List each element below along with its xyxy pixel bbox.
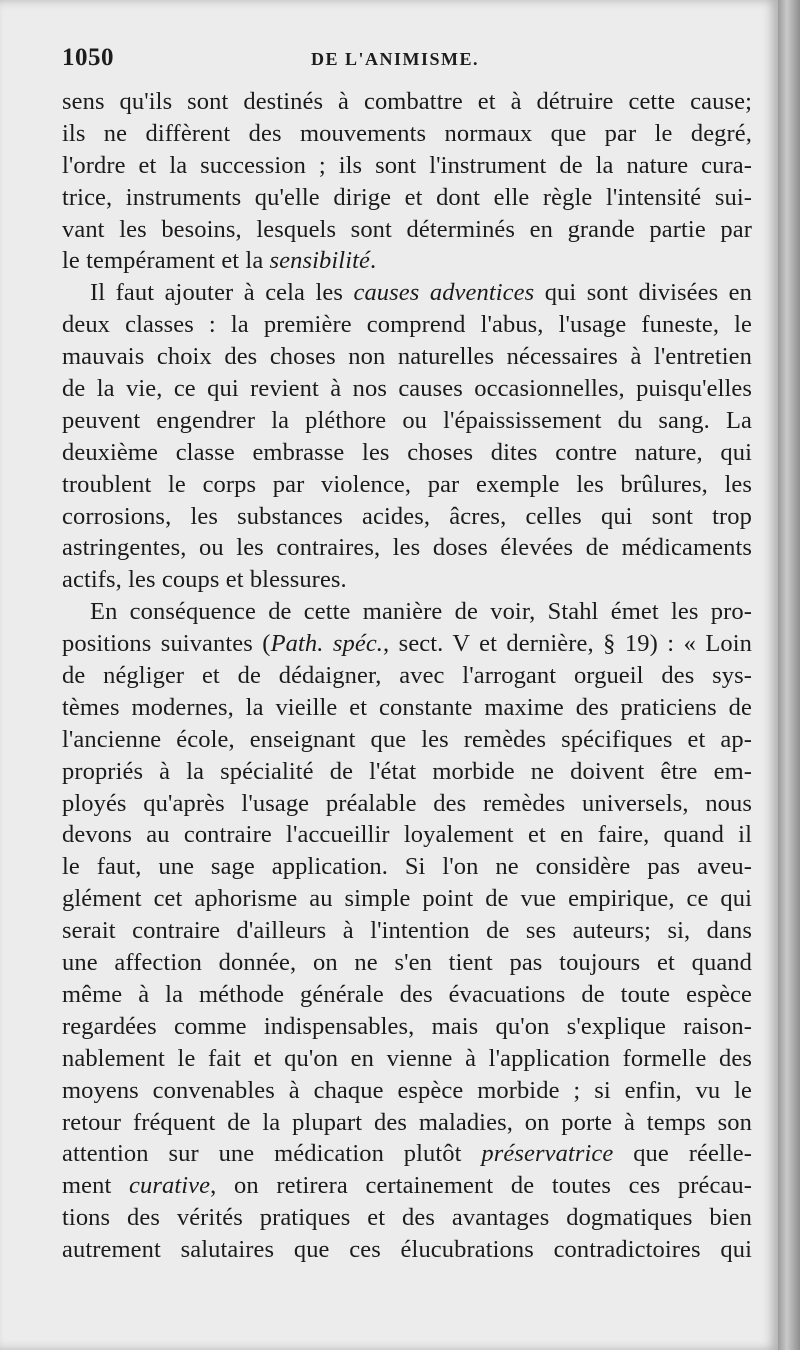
text-segment: même à la méthode générale des évacuations de toute espèce: [62, 980, 752, 1008]
text-line: [62, 245, 752, 277]
text-line: [62, 118, 752, 150]
text-segment: moyens convenables à chaque espèce morbide ; si enfin, vu le: [62, 1076, 752, 1104]
text-segment: trice, instruments qu'elle dirige et dont elle règle l'intensité sui-: [62, 183, 752, 211]
text-segment: positions suivantes (: [62, 630, 271, 658]
text-line: [62, 915, 752, 947]
italic-phrase: sensibilité: [269, 247, 370, 275]
text-line: [62, 501, 752, 533]
text-segment: le faut, une sage application. Si l'on ne considère pas aveu-: [62, 853, 752, 881]
text-line: [62, 692, 752, 724]
text-segment: devons au contraire l'accueillir loyalement et en faire, quand il: [62, 821, 752, 849]
text-segment: de négliger et de dédaigner, avec l'arrogant orgueil des sys-: [62, 662, 752, 690]
text-segment: .: [369, 247, 377, 275]
page-edge: [778, 0, 800, 1350]
italic-phrase: curative: [129, 1172, 211, 1200]
text-segment: glément cet aphorisme au simple point de vue empirique, ce qui: [62, 885, 752, 913]
text-segment: propriés à la spécialité de l'état morbide ne doivent être em-: [62, 757, 752, 785]
text-segment: deux classes : la première comprend l'abus, l'usage funeste, le: [62, 311, 752, 339]
text-line: [62, 86, 752, 118]
text-segment: serait contraire d'ailleurs à l'intention de ses auteurs; si, dans: [62, 917, 752, 945]
text-segment: ment: [62, 1172, 130, 1200]
text-segment: vant les besoins, lesquels sont déterminés en grande partie par: [62, 215, 752, 243]
text-segment: deuxième classe embrasse les choses dites contre nature, qui: [62, 438, 752, 466]
text-line: [62, 1202, 752, 1234]
text-line: [62, 182, 752, 214]
text-segment: troublent le corps par violence, par exemple les brûlures, les: [62, 470, 752, 498]
page-number: 1050: [62, 44, 114, 71]
italic-phrase: Path. spéc.: [270, 630, 384, 658]
text-segment: de la vie, ce qui revient à nos causes occasionnelles, puisqu'elles: [62, 375, 752, 403]
text-line: [62, 405, 752, 437]
text-line: [62, 341, 752, 373]
text-segment: mauvais choix des choses non naturelles nécessaires à l'entretien: [62, 343, 752, 371]
text-line: [62, 469, 752, 501]
italic-phrase: préservatrice: [481, 1140, 614, 1168]
text-line: [62, 437, 752, 469]
text-segment: que réelle-: [613, 1140, 752, 1168]
text-segment: le tempérament et la: [62, 247, 270, 275]
text-segment: En conséquence de cette manière de voir, Stahl émet les pro-: [90, 598, 752, 626]
text-segment: autrement salutaires que ces élucubrations contradictoires qui: [62, 1236, 752, 1264]
text-line: [62, 1138, 752, 1170]
text-line: [62, 373, 752, 405]
text-line: [62, 979, 752, 1011]
text-segment: une affection donnée, on ne s'en tient pas toujours et quand: [62, 949, 752, 977]
text-line: [62, 150, 752, 182]
text-line: [62, 628, 752, 660]
text-segment: sens qu'ils sont destinés à combattre et à détruire cette cause;: [62, 88, 752, 115]
text-segment: ils ne diffèrent des mouvements normaux que par le degré,: [62, 119, 752, 147]
text-segment: retour fréquent de la plupart des maladies, on porte à temps son: [62, 1108, 752, 1136]
text-segment: , sect. V et dernière, § 19) : « Loin: [383, 630, 753, 658]
text-segment: , on retirera certainement de toutes ces précau-: [210, 1172, 752, 1200]
text-line: [62, 851, 752, 883]
running-title: DE L'ANIMISME.: [310, 49, 479, 69]
text-segment: qui sont divisées en: [534, 279, 752, 307]
text-line: [62, 756, 752, 788]
text-line: [62, 214, 752, 246]
text-segment: tèmes modernes, la vieille et constante maxime des praticiens de: [62, 693, 752, 721]
text-line: [62, 788, 752, 820]
text-line: [62, 309, 752, 341]
text-line: [62, 660, 752, 692]
text-segment: actifs, les coups et blessures.: [62, 566, 347, 594]
page-header: [62, 44, 728, 78]
text-segment: l'ancienne école, enseignant que les remèdes spécifiques et ap-: [62, 725, 752, 753]
text-segment: attention sur une médication plutôt: [62, 1140, 482, 1168]
text-line: [62, 724, 752, 756]
text-segment: tions des vérités pratiques et des avantages dogmatiques bien: [62, 1204, 752, 1232]
text-segment: ployés qu'après l'usage préalable des remèdes universels, nous: [62, 789, 752, 817]
text-line: [62, 1107, 752, 1139]
text-line: [62, 819, 752, 851]
text-segment: l'ordre et la succession ; ils sont l'instrument de la nature cura-: [62, 151, 752, 179]
text-line: [62, 596, 752, 628]
text-line: [62, 1043, 752, 1075]
text-segment: corrosions, les substances acides, âcres, celles qui sont trop: [62, 502, 752, 530]
text-segment: astringentes, ou les contraires, les doses élevées de médicaments: [62, 534, 752, 562]
text-line: [62, 1011, 752, 1043]
italic-phrase: causes adventices: [353, 279, 535, 307]
text-line: [62, 883, 752, 915]
text-segment: regardées comme indispensables, mais qu'on s'explique raison-: [62, 1012, 752, 1040]
text-line: [62, 1234, 752, 1266]
text-segment: nablement le fait et qu'on en vienne à l'application formelle des: [62, 1044, 752, 1072]
text-line: [62, 532, 752, 564]
text-line: [62, 1170, 752, 1202]
text-line: [62, 1075, 752, 1107]
text-line: [62, 564, 752, 596]
text-segment: Il faut ajouter à cela les: [90, 279, 354, 307]
text-line: [62, 277, 752, 309]
body-text: [62, 86, 752, 1266]
text-line: [62, 947, 752, 979]
text-segment: peuvent engendrer la pléthore ou l'épaississement du sang. La: [62, 406, 752, 434]
